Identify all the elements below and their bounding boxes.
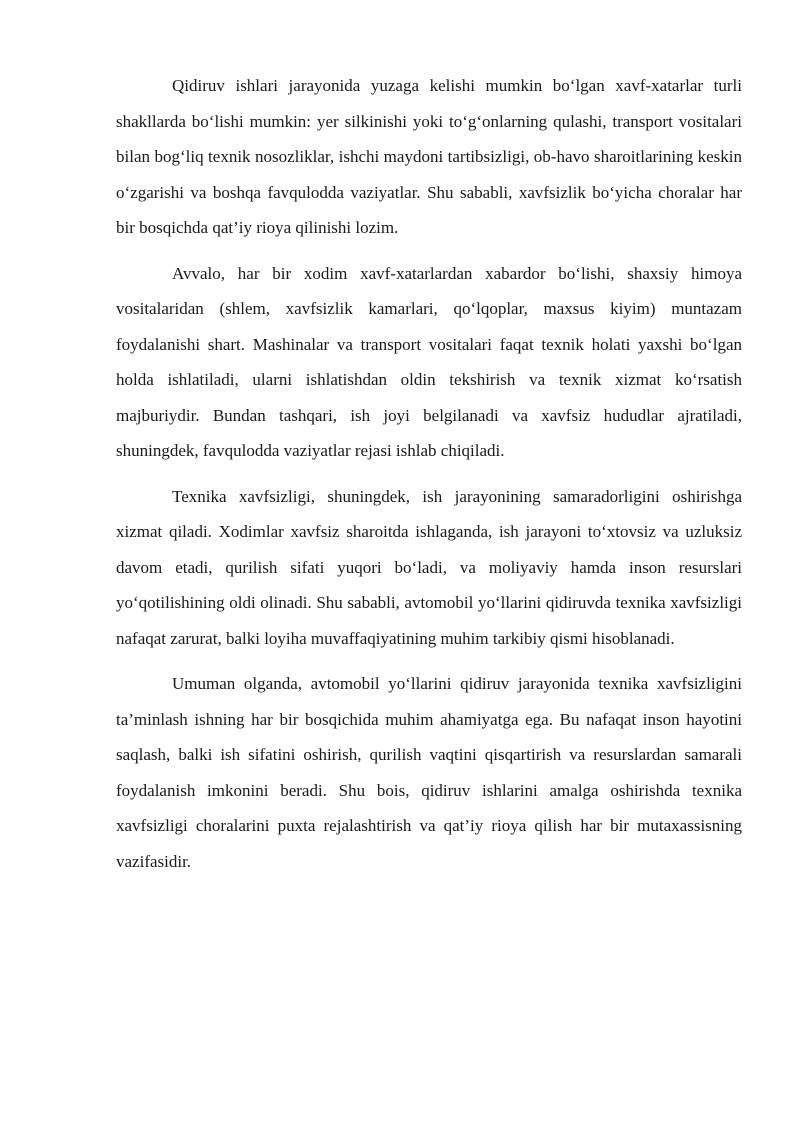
- paragraph-3: Texnika xavfsizligi, shuningdek, ish jarayonining samaradorligini oshirishga xizmat qiladi. Xodimlar xavfsiz sharoitda ishlaganda, ish jarayoni to‘xtovsiz va uzluksiz davom etadi, qurilish sifati yuqori bo‘ladi, va moliyaviy hamda inson resurslari yo‘qotilishining oldi olinadi. Shu sababli, avtomobil yo‘llarini qidiruvda texnika xavfsizligi nafaqat zarurat, balki loyiha muvaffaqiyatining muhim tarkibiy qismi hisoblanadi.: [116, 486, 742, 648]
- paragraph-1: Qidiruv ishlari jarayonida yuzaga kelishi mumkin bo‘lgan xavf-xatarlar turli shakllarda bo‘lishi mumkin: yer silkinishi yoki to‘g‘onlarning qulashi, transport vositalari bilan bog‘liq texnik nosozliklar, ishchi maydoni tartibsizligi, ob-havo sharoitlarining keskin o‘zgarishi va boshqa favqulodda vaziyatlar. Shu sababli, xavfsizlik bo‘yicha choralar har bir bosqichda qat’iy rioya qilinishi lozim.: [116, 76, 742, 237]
- paragraph-4: Umuman olganda, avtomobil yo‘llarini qidiruv jarayonida texnika xavfsizligini ta’minlash ishning har bir bosqichida muhim ahamiyatga ega. Bu nafaqat inson hayotini saqlash, balki ish sifatini oshirish, qurilish vaqtini qisqartirish va resurslardan samarali foydalanish imkonini beradi. Shu bois, qidiruv ishlarini amalga oshirishda texnika xavfsizligi choralarini puxta rejalashtirish va qat’iy rioya qilish har bir mutaxassisning vazifasidir.: [116, 674, 742, 871]
- paragraph-2: Avvalo, har bir xodim xavf-xatarlardan xabardor bo‘lishi, shaxsiy himoya vositalaridan (shlem, xavfsizlik kamarlari, qo‘lqoplar, maxsus kiyim) muntazam foydalanishi shart. Mashinalar va transport vositalari faqat texnik holati yaxshi bo‘lgan holda ishlatiladi, ularni ishlatishdan oldin tekshirish va texnik xizmat ko‘rsatish majburiydir. Bundan tashqari, ish joyi belgilanadi va xavfsiz hududlar ajratiladi, shuningdek, favqulodda vaziyatlar rejasi ishlab chiqiladi.: [116, 263, 742, 460]
- body-text: [116, 68, 742, 889]
